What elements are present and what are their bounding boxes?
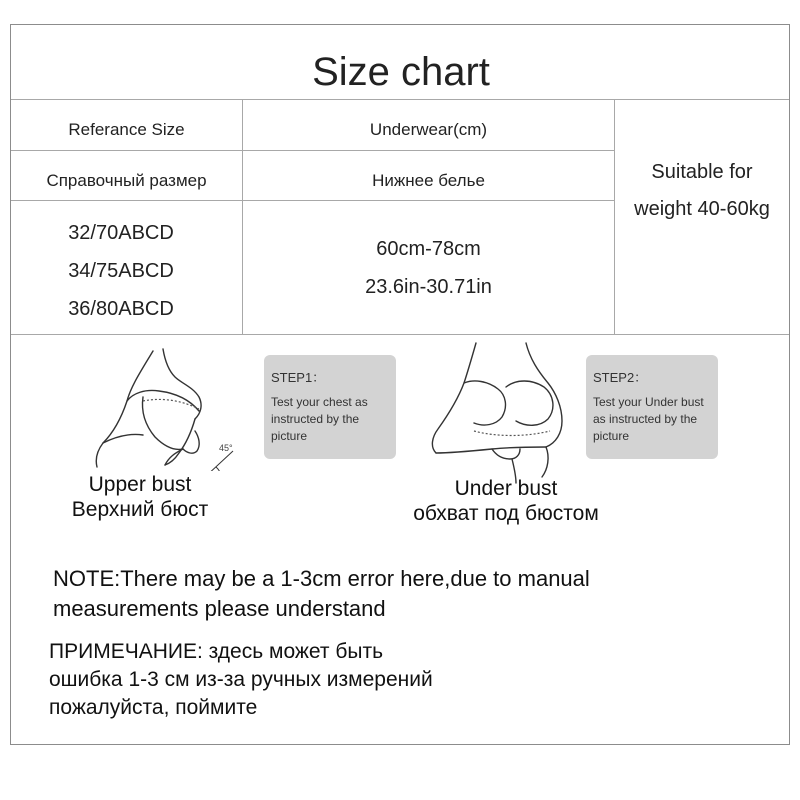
size-item: 36/80ABCD	[68, 298, 174, 320]
header-reference-size-ru: Справочный размер	[46, 171, 207, 190]
note-ru-line-2: ошибка 1-3 см из-за ручных измерений	[49, 668, 433, 691]
step1-text: Test your chest as instructed by the picture	[271, 395, 368, 443]
header-underwear-en: Underwear(cm)	[369, 120, 488, 139]
step2-title: STEP2：	[593, 370, 648, 385]
upper-bust-en: Upper bust	[88, 473, 192, 496]
note-russian	[49, 638, 769, 722]
header-underwear-ru: Нижнее белье	[372, 171, 485, 190]
page-title: Size chart	[312, 50, 490, 94]
measurement-range	[243, 230, 614, 306]
divider	[11, 334, 789, 335]
suitable-line-2: weight 40-60kg	[634, 198, 770, 220]
note-en-line-2: measurements please understand	[53, 596, 386, 621]
step2-card	[586, 355, 718, 459]
step1-title: STEP1：	[271, 370, 326, 385]
step2-text: Test your Under bust as instructed by the picture	[593, 395, 704, 443]
measure-cm: 60cm-78cm	[376, 238, 481, 260]
divider	[11, 200, 614, 201]
upper-bust-caption	[55, 472, 225, 522]
under-bust-en: Under bust	[454, 477, 558, 500]
angle-label: 45°	[219, 443, 233, 453]
suitable-line-1: Suitable for	[651, 161, 753, 183]
note-ru-line-1: ПРИМЕЧАНИЕ: здесь может быть	[49, 640, 384, 663]
divider	[11, 150, 614, 151]
under-bust-ru: обхват под бюстом	[413, 502, 599, 525]
size-item: 32/70ABCD	[68, 222, 174, 244]
size-chart-frame	[10, 24, 790, 745]
under-bust-illustration	[416, 337, 586, 487]
note-en-line-1: NOTE:There may be a 1-3cm error here,due to manual	[53, 566, 590, 591]
under-bust-caption	[386, 476, 626, 526]
step1-card	[264, 355, 396, 459]
suitable-weight	[615, 154, 789, 228]
size-list	[11, 214, 231, 328]
header-reference-size-en: Referance Size	[68, 120, 185, 139]
measure-in: 23.6in-30.71in	[365, 276, 492, 298]
divider	[11, 99, 789, 100]
size-item: 34/75ABCD	[68, 260, 174, 282]
upper-bust-ru: Верхний бюст	[71, 498, 209, 521]
note-ru-line-3: пожалуйста, поймите	[49, 696, 258, 719]
note-english	[53, 564, 773, 624]
